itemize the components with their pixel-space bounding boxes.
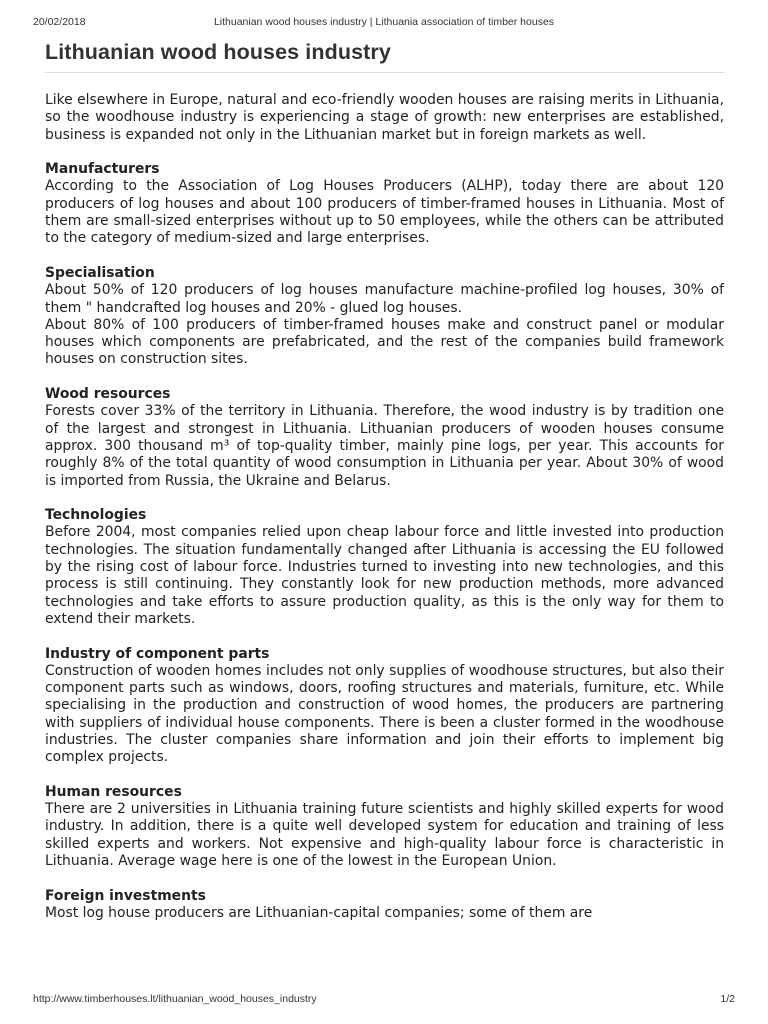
section-foreign-investments — [45, 888, 724, 923]
section-technologies — [45, 507, 724, 628]
section-component-parts — [45, 646, 724, 767]
print-date: 20/02/2018 — [33, 16, 86, 28]
print-header — [33, 16, 735, 30]
section-heading: Industry of component parts — [45, 645, 270, 662]
print-url: http://www.timberhouses.lt/lithuanian_wood_houses_industry — [33, 993, 317, 1005]
section-manufacturers — [45, 161, 724, 247]
section-paragraph: There are 2 universities in Lithuania training future scientists and highly skilled experts for wood industry. In addition, there is a quite well developed system for education and training of less skilled experts and workers. Not expensive and high-quality labour force is characteristic in Lithuania. Average wage here is one of the lowest in the European Union. — [45, 801, 724, 870]
section-paragraph: Before 2004, most companies relied upon cheap labour force and little invested into production technologies. The situation fundamentally changed after Lithuania is accessing the EU followed by the rising cost of labour force. Industries turned to investing into new technologies, and this process is still continuing. They constantly look for new production methods, more advanced technologies and take efforts to assure production quality, as this is the only way for them to extend their markets. — [45, 524, 724, 627]
section-heading: Specialisation — [45, 264, 155, 281]
section-heading: Human resources — [45, 783, 182, 800]
section-paragraph: About 80% of 100 producers of timber-framed houses make and construct panel or modular houses which components are prefabricated, and the rest of the companies build framework houses on construction sites. — [45, 316, 724, 368]
section-wood-resources — [45, 386, 724, 490]
section-paragraph: About 50% of 120 producers of log houses manufacture machine-profiled log houses, 30% of them " handcrafted log houses and 20% - glued log houses. — [45, 282, 724, 316]
page-number: 1/2 — [720, 993, 735, 1005]
article-body — [45, 92, 724, 922]
section-paragraph: Most log house producers are Lithuanian-capital companies; some of them are — [45, 904, 593, 921]
section-specialisation — [45, 265, 724, 369]
intro-paragraph: Like elsewhere in Europe, natural and eco-friendly wooden houses are raising merits in Lithuania, so the woodhouse industry is experiencing a stage of growth: new enterprises are established, business is expanded not only in the Lithuanian market but in foreign markets as well. — [45, 92, 724, 143]
section-paragraph: Construction of wooden homes includes not only supplies of woodhouse structures, but also their component parts such as windows, doors, roofing structures and materials, furniture, etc. While specialising in the production and construction of wood homes, the producers are partnering with suppliers of individual house components. There is been a cluster formed in the woodhouse industries. The cluster companies share information and join their efforts to implement big complex projects. — [45, 662, 724, 766]
print-footer — [33, 993, 735, 1007]
print-page-title: Lithuanian wood houses industry | Lithuania association of timber houses — [213, 16, 555, 28]
section-heading: Manufacturers — [45, 161, 160, 178]
section-human-resources — [45, 784, 724, 870]
title-divider — [45, 72, 725, 73]
section-heading: Wood resources — [45, 386, 171, 403]
section-heading: Foreign investments — [45, 887, 206, 904]
section-paragraph: Forests cover 33% of the territory in Lithuania. Therefore, the wood industry is by tradition one of the largest and strongest in Lithuania. Lithuanian producers of wooden houses consume approx. 300 thousand m³ of top-quality timber, mainly pine logs, per year. This accounts for roughly 8% of the total quantity of wood consumption in Lithuania per year. About 30% of wood is imported from Russia, the Ukraine and Belarus. — [45, 403, 724, 489]
section-paragraph: According to the Association of Log Houses Producers (ALHP), today there are about 120 producers of log houses and about 100 producers of timber-framed houses in Lithuania. Most of them are small-sized enterprises without up to 50 employees, while the others can be attributed to the category of medium-sized and large enterprises. — [45, 178, 724, 247]
page-title: Lithuanian wood houses industry — [45, 40, 391, 64]
section-heading: Technologies — [45, 507, 147, 524]
